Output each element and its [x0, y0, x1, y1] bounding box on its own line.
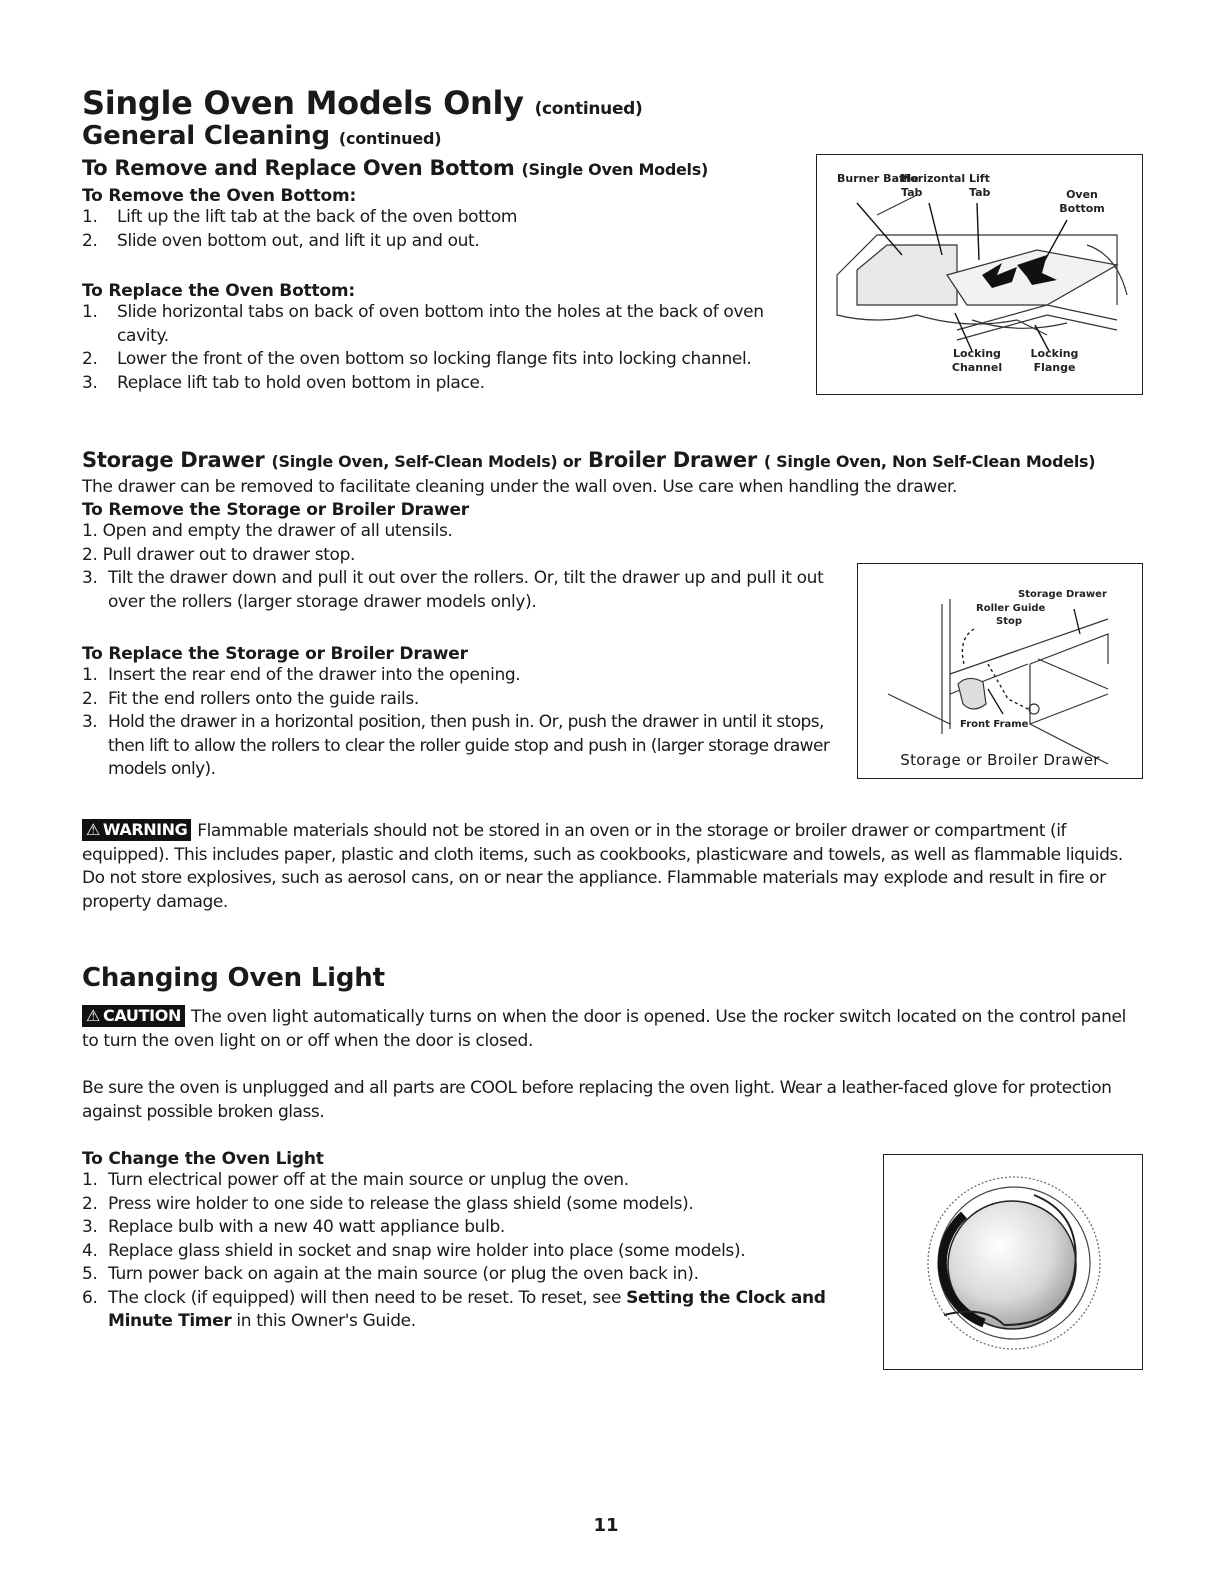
page-title: Single Oven Models Only (continued)	[82, 84, 643, 122]
change-oven-light-list	[82, 1169, 882, 1334]
label-locking-channel: Locking Channel	[951, 347, 1003, 374]
remove-drawer-title: To Remove the Storage or Broiler Drawer	[82, 500, 469, 520]
label-burner-baffle: Burner Baffle	[837, 172, 919, 185]
list-item: 1. Turn electrical power off at the main source or unplug the oven.	[82, 1170, 629, 1190]
label-oven-bottom: Oven Bottom	[1059, 188, 1105, 215]
list-item: 6. The clock (if equipped) will then need to be reset. To reset, see Setting the Clock and Minute Timer in this Owner's Guide.	[82, 1287, 826, 1331]
list-item: 3. Replace lift tab to hold oven bottom in place.	[82, 372, 485, 393]
label-storage-drawer: Storage Drawer	[1018, 589, 1107, 600]
oven-light-steps	[82, 1149, 882, 1334]
oven-light-safety-paragraph: Be sure the oven is unplugged and all parts are COOL before replacing the oven light. Wear a leather-faced glove for protection against possible broken glass.	[82, 1078, 1112, 1122]
section-suffix: (continued)	[338, 129, 442, 148]
list-item: 1. Slide horizontal tabs on back of oven bottom into the holes at the back of oven cavity.	[82, 302, 764, 346]
warning-notice	[82, 819, 1144, 914]
list-item: 3. Tilt the drawer down and pull it out over the rollers. Or, tilt the drawer up and pull it out over the rollers (larger storage drawer models only).	[82, 568, 824, 612]
caution-text: The oven light automatically turns on when the door is opened. Use the rocker switch located on the control panel to turn the oven light on or off when the door is closed.	[82, 1007, 1126, 1051]
caution-triangle-icon: ⚠	[86, 1006, 100, 1025]
drawer-replace	[82, 644, 842, 782]
change-oven-light-title: To Change the Oven Light	[82, 1149, 324, 1169]
list-item: 1. Open and empty the drawer of all utensils.	[82, 521, 453, 541]
list-item: 4. Replace glass shield in socket and snap wire holder into place (some models).	[82, 1240, 746, 1261]
label-locking-flange: Locking Flange	[1030, 347, 1079, 374]
list-item: 2. Slide oven bottom out, and lift it up and out.	[82, 230, 480, 251]
warning-triangle-icon: ⚠	[86, 820, 100, 839]
replace-oven-bottom-steps	[82, 301, 797, 395]
label-horizontal-tab: Horizontal Tab	[901, 172, 966, 199]
oven-bottom-figure	[816, 154, 1143, 395]
replace-oven-bottom-title: To Replace the Oven Bottom:	[82, 281, 355, 301]
oven-bottom-heading-suffix: (Single Oven Models)	[521, 160, 708, 179]
list-item: 5. Turn power back on again at the main source (or plug the oven back in).	[82, 1264, 699, 1284]
list-item: 3. Hold the drawer in a horizontal position, then push in. Or, push the drawer in until it stops, then lift to allow the rollers to clear the roller guide stop and push in (larger storage drawer models only).	[82, 712, 830, 779]
replace-drawer-steps	[82, 664, 842, 782]
page-number: 11	[593, 1515, 619, 1536]
label-front-frame: Front Frame	[960, 719, 1029, 730]
list-item: 1. Lift up the lift tab at the back of the oven bottom	[82, 207, 518, 227]
drawer-remove	[82, 500, 842, 614]
warning-badge: ⚠ WARNING	[82, 819, 191, 841]
oven-light-illustration	[884, 1155, 1142, 1369]
remove-oven-bottom-steps	[82, 206, 797, 253]
drawer-figure	[857, 563, 1143, 779]
replace-drawer-title: To Replace the Storage or Broiler Drawer	[82, 644, 468, 664]
oven-bottom-remove	[82, 186, 797, 253]
title-suffix: (continued)	[534, 99, 643, 119]
caution-notice	[82, 1005, 1142, 1053]
oven-bottom-replace	[82, 281, 797, 395]
list-item: 3. Replace bulb with a new 40 watt appliance bulb.	[82, 1217, 505, 1237]
warning-text: Flammable materials should not be stored in an oven or in the storage or broiler drawer or compartment (if equipped). This includes paper, plastic and cloth items, such as cookbooks, plasticware and towels, as well as flammable liquids. Do not store explosives, such as aerosol cans, on or near the appliance. Flammable materials may explode and result in fire or property damage.	[82, 821, 1123, 912]
oven-light-heading: Changing Oven Light	[82, 963, 385, 993]
remove-drawer-steps	[82, 520, 842, 614]
drawer-figure-caption: Storage or Broiler Drawer	[900, 751, 1100, 769]
drawer-heading: Storage Drawer (Single Oven, Self-Clean Models) or Broiler Drawer ( Single Oven, Non Self-Clean Models)	[82, 448, 1096, 472]
list-item: 2. Press wire holder to one side to release the glass shield (some models).	[82, 1193, 694, 1214]
list-item: 2. Pull drawer out to drawer stop.	[82, 544, 356, 565]
remove-oven-bottom-title: To Remove the Oven Bottom:	[82, 186, 357, 206]
setting-clock-reference: Setting the Clock and Minute Timer	[108, 1287, 826, 1331]
label-stop: Stop	[996, 616, 1023, 627]
list-item: 1. Insert the rear end of the drawer into the opening.	[82, 665, 521, 685]
oven-bottom-heading: To Remove and Replace Oven Bottom (Single Oven Models)	[82, 156, 708, 180]
label-lift-tab: Lift Tab	[969, 172, 991, 199]
list-item: 2. Lower the front of the oven bottom so locking flange fits into locking channel.	[82, 349, 752, 369]
oven-light-figure	[883, 1154, 1143, 1370]
label-roller-guide: Roller Guide	[976, 603, 1046, 614]
caution-badge: ⚠ CAUTION	[82, 1005, 185, 1027]
section-title: General Cleaning (continued)	[82, 121, 442, 151]
list-item: 2. Fit the end rollers onto the guide rails.	[82, 688, 419, 709]
drawer-intro: The drawer can be removed to facilitate cleaning under the wall oven. Use care when handling the drawer.	[82, 477, 958, 497]
